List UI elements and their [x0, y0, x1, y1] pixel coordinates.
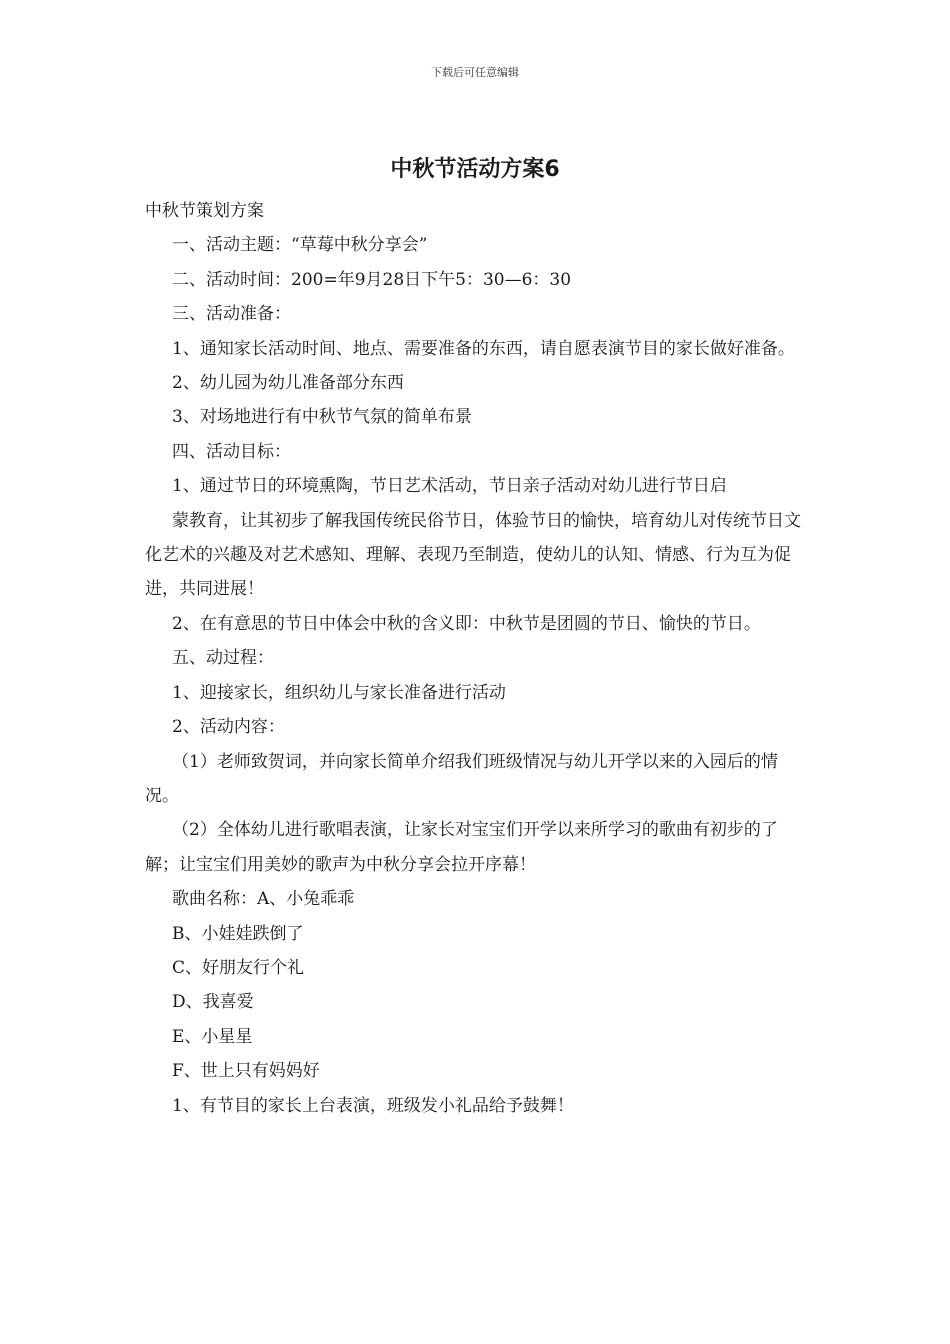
page-header: 下载后可任意编辑 [431, 66, 519, 79]
paragraph: 1、有节目的家长上台表演，班级发小礼品给予鼓舞！ [172, 1095, 574, 1116]
paragraph: 中秋节策划方案 [145, 201, 264, 221]
paragraph: 1、迎接家长，组织幼儿与家长准备进行活动 [172, 682, 506, 703]
paragraph: 一、活动主题：“草莓中秋分享会” [172, 235, 428, 256]
paragraph: 四、活动目标： [172, 441, 291, 462]
paragraph: E、小星星 [172, 1026, 253, 1047]
paragraph: 2、在有意思的节日中体会中秋的含义即：中秋节是团圆的节日、愉快的节日。 [172, 613, 761, 634]
paragraph: 五、动过程： [172, 648, 274, 669]
paragraph: D、我喜爱 [172, 992, 254, 1013]
paragraph: 歌曲名称：A、小兔乖乖 [172, 889, 355, 910]
paragraph: 2、幼儿园为幼儿准备部分东西 [172, 373, 404, 394]
paragraph: （1）老师致贺词，并向家长简单介绍我们班级情况与幼儿开学以来的入园后的情况。 [145, 751, 778, 806]
paragraph: C、好朋友行个礼 [172, 957, 305, 978]
paragraph: 2、活动内容： [172, 717, 285, 738]
paragraph: 二、活动时间：200=年9月28日下午5：30—6：30 [172, 269, 572, 290]
document-body [145, 194, 809, 1123]
paragraph: 1、通知家长活动时间、地点、需要准备的东西，请自愿表演节目的家长做好准备。 [172, 338, 795, 359]
paragraph: F、世上只有妈妈好 [172, 1061, 320, 1082]
paragraph: B、小娃娃跌倒了 [172, 923, 304, 944]
paragraph: 蒙教育，让其初步了解我国传统民俗节日，体验节日的愉快，培育幼儿对传统节日文化艺术的兴趣及对艺术感知、理解、表现乃至制造，使幼儿的认知、情感、行为互为促进，共同进展！ [145, 510, 801, 600]
paragraph: 3、对场地进行有中秋节气氛的简单布景 [172, 407, 472, 428]
paragraph: （2）全体幼儿进行歌唱表演，让家长对宝宝们开学以来所学习的歌曲有初步的了解；让宝宝们用美妙的歌声为中秋分享会拉开序幕！ [145, 820, 778, 875]
paragraph: 1、通过节日的环境熏陶，节日艺术活动，节日亲子活动对幼儿进行节日启 [172, 476, 727, 497]
paragraph: 三、活动准备： [172, 304, 291, 325]
document-title: 中秋节活动方案6 [390, 157, 560, 182]
